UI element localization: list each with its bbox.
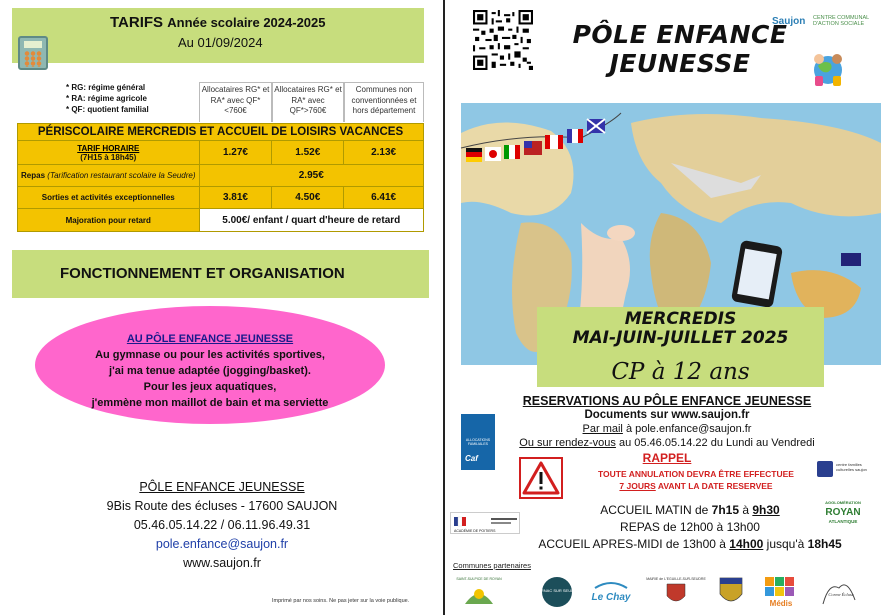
info-line: Au gymnase ou pour les activités sportives, [95,349,325,361]
pole-title: PÔLE ENFANCE JEUNESSE [572,20,788,78]
svg-text:Corme Écluse: Corme Écluse [828,592,854,597]
majoration-value: 5.00€/ enfant / quart d'heure de retard [199,209,423,232]
horaire-matin: ACCUEIL MATIN de 7h15 à 9h30 [600,503,780,517]
reservations-rdv: Ou sur rendez-vous au 05.46.05.14.22 du Lundi au Vendredi [519,437,815,449]
svg-text:Le Chay: Le Chay [591,592,631,603]
tarif-table-header: PÉRISCOLAIRE MERCREDIS ET ACCUEIL DE LOISIRS VACANCES [18,124,424,141]
partners-label: Communes partenaires [453,561,531,570]
right-page [445,0,889,615]
horaires-block [525,502,855,553]
tarifs-subtitle: Année scolaire 2024-2025 [167,15,326,30]
agglo-royan-logo [823,496,863,529]
partner-logo-corme-ecluse [817,574,861,610]
sorties-label: Sorties et activités exceptionnelles [18,187,200,209]
contact-block [0,478,444,573]
caf-logo: ALLOCATIONS FAMILIALES Caf [461,414,495,470]
note-ra: * RA: régime agricole [66,94,147,103]
svg-text:AGGLOMÉRATION: AGGLOMÉRATION [825,500,861,505]
svg-text:SAINT-SULPICE DE ROYAN: SAINT-SULPICE DE ROYAN [456,577,502,581]
majoration-label: Majoration pour retard [18,209,200,232]
svg-text:ACADÉMIE DE POITIERS: ACADÉMIE DE POITIERS [454,529,496,533]
info-line: Pour les jeux aquatiques, [143,381,277,393]
tarif-horaire-value: 2.13€ [344,141,424,165]
qr-code-icon [473,10,533,70]
rappel-title: RAPPEL [642,451,692,465]
partner-logo-saint-sulpice [457,574,501,610]
contact-website-link[interactable]: www.saujon.fr [183,556,261,570]
column-header-hors: Communes non conventionnées et hors département [344,82,424,122]
svg-text:Médis: Médis [769,599,793,608]
centre-social-text: centre familles culturelles saujon [836,462,867,472]
svg-text:ATLANTIQUE: ATLANTIQUE [828,519,858,524]
sorties-value: 6.41€ [344,187,424,209]
partner-logo-medis [761,574,801,610]
centre-social-logo [817,461,833,477]
fonctionnement-banner [12,250,429,298]
fonctionnement-title: FONCTIONNEMENT ET ORGANISATION [60,265,345,282]
tarifs-title: TARIFS Année scolaire 2024-2025 [110,14,326,31]
printed-notice: Imprimé par nos soins. Ne pas jeter sur la voie publique. [272,598,410,604]
note-qf: * QF: quotient familial [66,105,149,114]
mercredis-title: MERCREDIS MAI-JUIN-JUILLET 2025 [572,309,789,348]
table-row [18,165,424,187]
note-rg: * RG: régime général [66,83,146,92]
saujon-ccas-logo: Saujon CENTRE COMMUNAL D'ACTION SOCIALE [772,15,870,27]
svg-text:ROYAN: ROYAN [825,507,861,518]
partner-logo-mornac [534,574,580,610]
repas-label: Repas (Tarification restaurant scolaire la Seudre) [18,165,200,187]
info-line: j'emmène mon maillot de bain et ma serviette [91,397,329,409]
reservations-docs: Documents sur www.saujon.fr [584,409,750,421]
horaire-repas: REPAS de 12h00 à 13h00 [620,520,760,534]
svg-text:MORNAC SUR SEUDRE: MORNAC SUR SEUDRE [534,588,580,593]
repas-value: 2.95€ [199,165,423,187]
partner-logo-le-chay [591,574,631,610]
column-header-rg-low: Allocataires RG* et RA* avec QF*<760€ [199,82,272,122]
contact-email-link[interactable]: pole.enfance@saujon.fr [155,537,289,551]
tarifs-date: Au 01/09/2024 [178,35,263,50]
info-ellipse-text [35,331,385,411]
contact-title: PÔLE ENFANCE JEUNESSE [139,480,305,494]
age-range: CP à 12 ans [611,359,750,385]
table-row [18,141,424,165]
mail-link[interactable]: à pole.enfance@saujon.fr [625,423,752,435]
academie-logo [450,512,520,534]
sorties-value: 4.50€ [272,187,344,209]
partner-logo-blason [717,574,745,610]
contact-address: 9Bis Route des écluses - 17600 SAUJON [106,499,338,513]
horaire-apres-midi: ACCUEIL APRES-MIDI de 13h00 à 14h00 jusqu'à 18h45 [538,537,842,551]
reservations-block [445,394,889,450]
tarif-horaire-value: 1.27€ [199,141,272,165]
tarif-horaire-value: 1.52€ [272,141,344,165]
notes [66,82,149,115]
tarif-horaire-label: TARIF HORAIRE (7H15 à 18h45) [18,141,200,165]
contact-phones: 05.46.05.14.22 / 06.11.96.49.31 [133,518,311,532]
table-row [18,187,424,209]
reservations-title: RESERVATIONS AU PÔLE ENFANCE JEUNESSE [522,394,812,408]
partner-logo-eguille [643,574,709,610]
annulation-notice: TOUTE ANNULATION DEVRA ÊTRE EFFECTUEE 7 JOURS AVANT LA DATE RESERVEE [598,469,794,491]
table-row [18,209,424,232]
calculator-icon [18,36,48,70]
sorties-value: 3.81€ [199,187,272,209]
info-ellipse-title: AU PÔLE ENFANCE JEUNESSE [126,333,294,345]
left-page [0,0,444,615]
info-line: j'ai ma tenue adaptée (jogging/basket). [109,365,311,377]
reservations-mail: Par mail à pole.enfance@saujon.fr [582,423,752,435]
kids-globe-icon [808,50,848,90]
column-header-rg-high: Allocataires RG* et RA* avec QF*>760€ [272,82,344,122]
svg-text:MAIRIE de L'EGUILLE-SUR-SEUDRE: MAIRIE de L'EGUILLE-SUR-SEUDRE [646,577,706,581]
tarif-table [17,123,424,232]
